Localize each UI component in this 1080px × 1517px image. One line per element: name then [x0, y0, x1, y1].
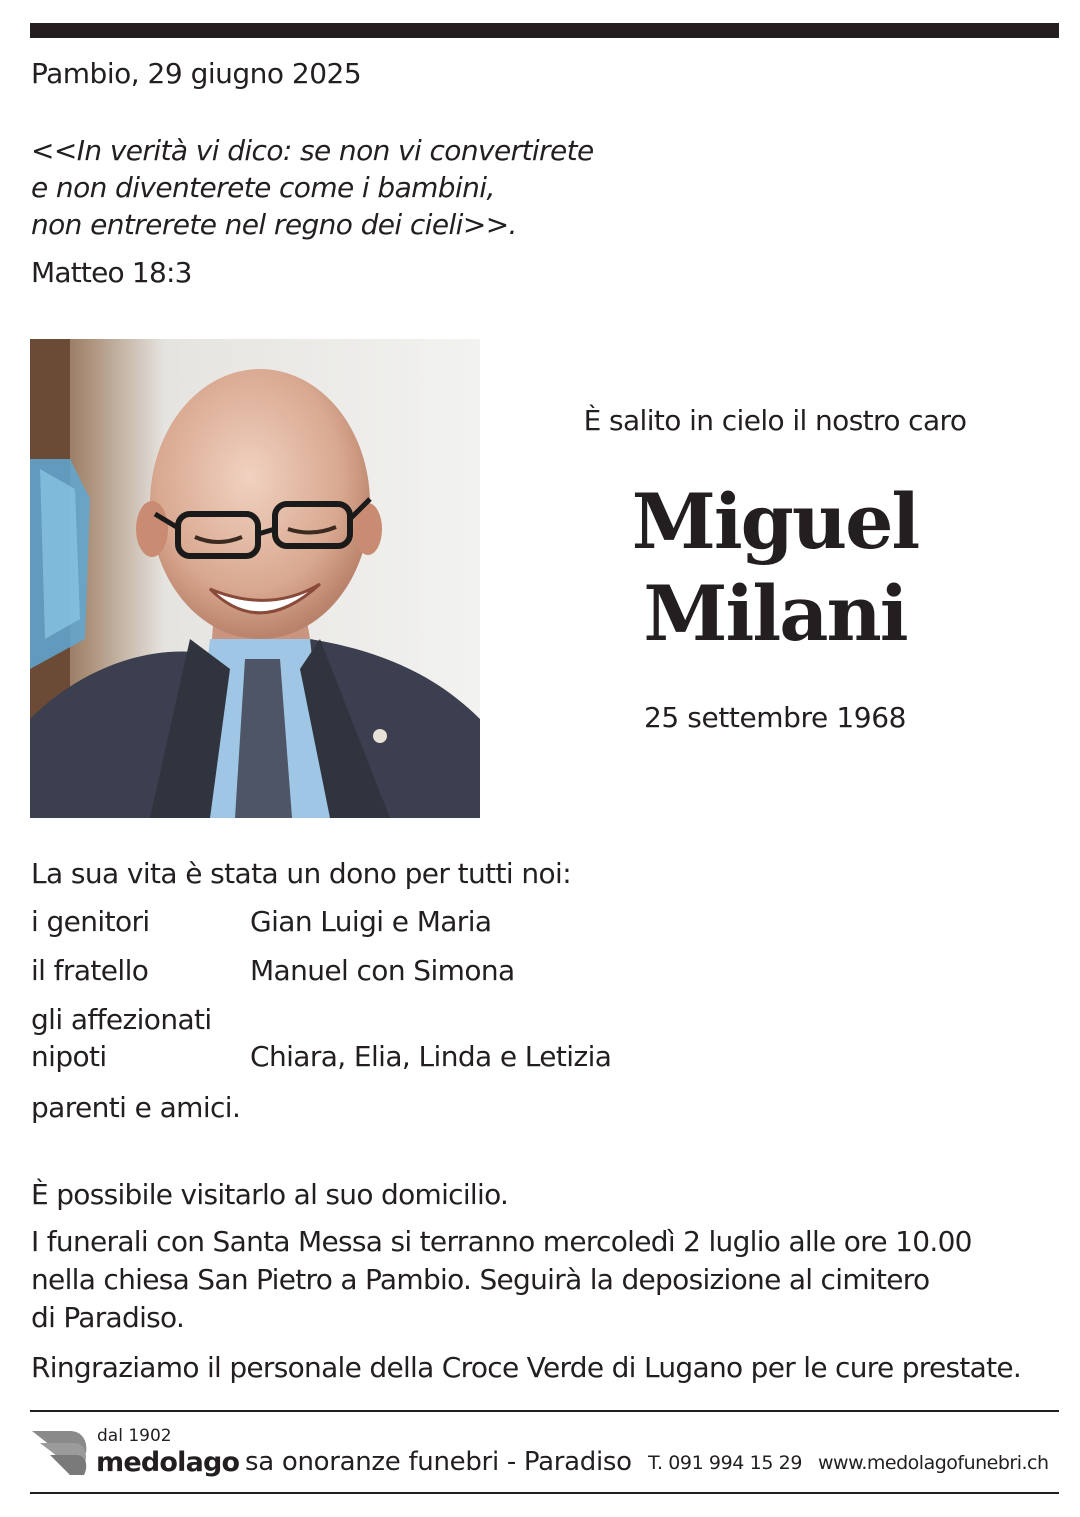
deceased-first-name: Miguel	[631, 477, 919, 566]
family-closing: parenti e amici.	[31, 1091, 241, 1124]
deceased-last-name: Milani	[643, 569, 907, 658]
birth-date: 25 settembre 1968	[643, 701, 907, 734]
bible-quote	[31, 132, 594, 243]
portrait-photo	[30, 339, 480, 818]
funeral-line: nella chiesa San Pietro a Pambio. Seguirà la deposizione al cimitero	[31, 1263, 930, 1296]
top-rule	[30, 23, 1059, 38]
relative-label: nipoti	[31, 1040, 107, 1073]
footer-bottom-rule	[30, 1492, 1059, 1494]
relative-names: Manuel con Simona	[250, 954, 515, 987]
quote-line: non entrerete nel regno dei cieli>>.	[31, 208, 517, 241]
quote-reference: Matteo 18:3	[31, 256, 192, 289]
medolago-wing-logo-icon	[30, 1427, 90, 1479]
relative-label: gli affezionati	[31, 1003, 212, 1036]
funeral-line: di Paradiso.	[31, 1301, 185, 1334]
place-date: Pambio, 29 giugno 2025	[31, 57, 362, 90]
funeral-info	[31, 1223, 972, 1337]
founding-year: dal 1902	[97, 1426, 172, 1446]
brand-name: medolago	[96, 1447, 240, 1478]
visit-info: È possibile visitarlo al suo domicilio.	[31, 1178, 509, 1211]
announcement-intro: È salito in cielo il nostro caro	[583, 404, 967, 437]
relative-label: il fratello	[31, 954, 149, 987]
funeral-line: I funerali con Santa Messa si terranno mercoledì 2 luglio alle ore 10.00	[31, 1225, 972, 1258]
quote-line: <<In verità vi dico: se non vi convertirete	[31, 134, 594, 167]
relative-label: i genitori	[31, 905, 150, 938]
phone-number: T. 091 994 15 29	[648, 1452, 803, 1474]
relative-names: Gian Luigi e Maria	[250, 905, 492, 938]
family-intro: La sua vita è stata un dono per tutti noi:	[31, 857, 572, 890]
brand-tagline: sa onoranze funebri - Paradiso	[245, 1447, 632, 1477]
website-link[interactable]: www.medolagofunebri.ch	[818, 1452, 1049, 1474]
relative-names: Chiara, Elia, Linda e Letizia	[250, 1040, 612, 1073]
thanks-note: Ringraziamo il personale della Croce Verde di Lugano per le cure prestate.	[31, 1351, 1022, 1384]
footer-top-rule	[30, 1410, 1059, 1412]
deceased-name	[545, 476, 1005, 660]
quote-line: e non diventerete come i bambini,	[31, 171, 495, 204]
